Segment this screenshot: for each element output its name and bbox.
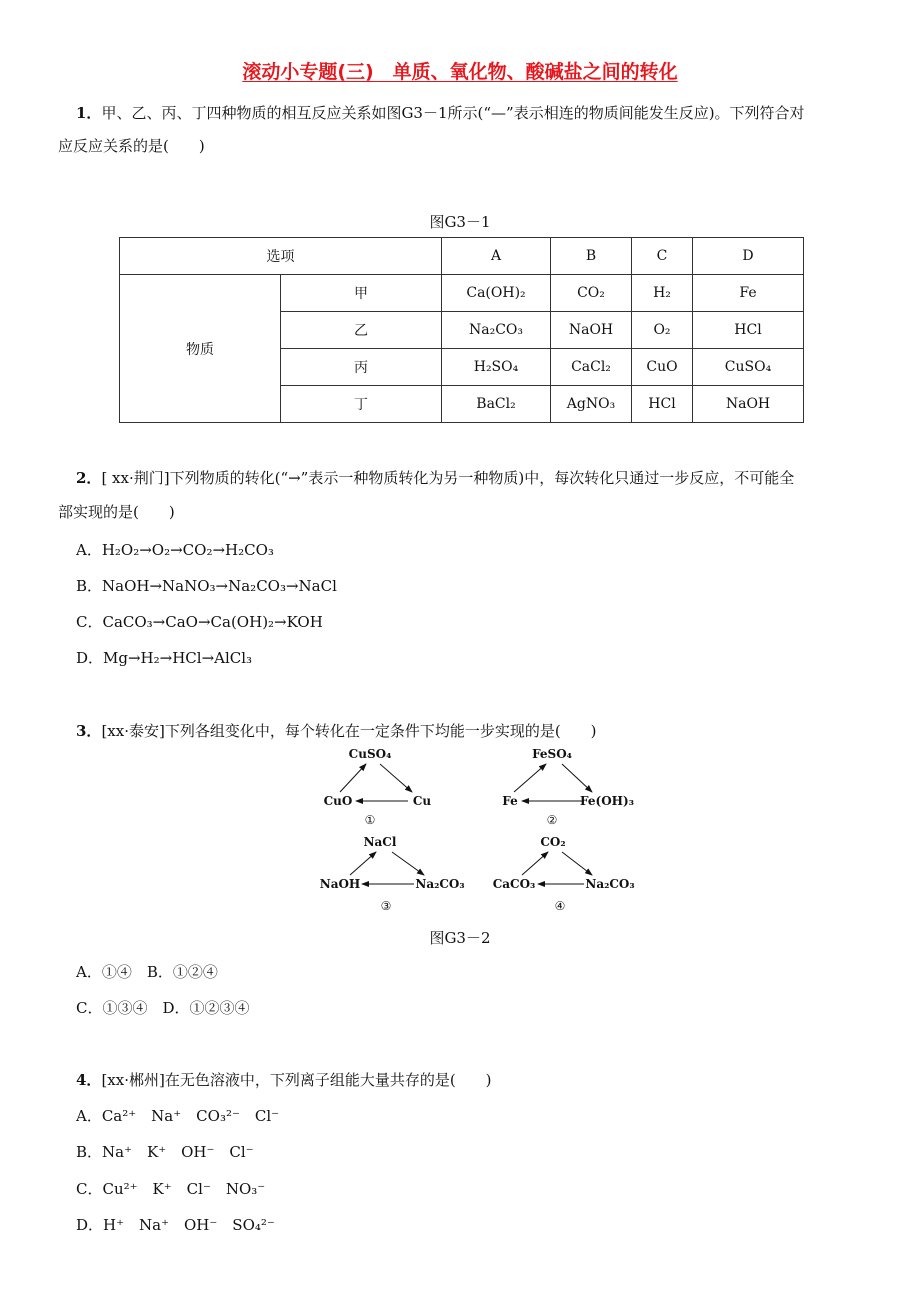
table-row-label: 甲	[281, 275, 442, 312]
diagram2-right: Fe(OH)₃	[580, 794, 634, 808]
q3-transformation-diagrams	[300, 742, 660, 920]
q2-option-b: B．NaOH→NaNO₃→Na₂CO₃→NaCl	[76, 577, 337, 595]
q2-option-c: C．CaCO₃→CaO→Ca(OH)₂→KOH	[76, 613, 323, 631]
q1-text: 甲、乙、丙、丁四种物质的相互反应关系如图G3－1所示(“—”表示相连的物质间能发生反应)。下列符合对	[101, 104, 805, 122]
diagram1-mark: ①	[364, 813, 376, 827]
table-header-c: C	[632, 238, 693, 275]
table-cell: Fe	[693, 275, 804, 312]
table-header-option: 选项	[120, 238, 442, 275]
diagram4-arrow-top-right	[562, 852, 592, 875]
q4-option-d: D．H⁺ Na⁺ OH⁻ SO₄²⁻	[76, 1216, 275, 1234]
diagram4-arrow-left-top	[522, 852, 548, 875]
diagram2-top: FeSO₄	[532, 747, 572, 761]
table-cell: Ca(OH)₂	[442, 275, 551, 312]
q2-number: 2．	[76, 469, 102, 487]
diagram1-top: CuSO₄	[348, 747, 392, 761]
q2-text: [ xx·荆门]下列物质的转化(“→”表示一种物质转化为另一种物质)中，每次转化只通过一步反应，不可能全	[101, 469, 795, 487]
q4-line1	[76, 1070, 492, 1090]
q2-line2: 部实现的是( )	[58, 503, 175, 521]
table-cell: CuO	[632, 349, 693, 386]
diagram3-arrow-top-right	[392, 852, 424, 875]
q1-line2: 应反应关系的是( )	[58, 137, 205, 155]
table-header-b: B	[551, 238, 632, 275]
q1-line1	[76, 103, 805, 123]
page-title: 滚动小专题(三) 单质、氧化物、酸碱盐之间的转化	[242, 61, 678, 83]
q2-option-d: D．Mg→H₂→HCl→AlCl₃	[76, 649, 253, 667]
table-cell: NaOH	[551, 312, 632, 349]
table-cell: CaCl₂	[551, 349, 632, 386]
q1-options-table	[119, 237, 804, 423]
q4-option-c: C．Cu²⁺ K⁺ Cl⁻ NO₃⁻	[76, 1180, 266, 1198]
diagram4-mark: ④	[554, 899, 566, 913]
table-row-label: 乙	[281, 312, 442, 349]
q4-option-a: A．Ca²⁺ Na⁺ CO₃²⁻ Cl⁻	[76, 1107, 280, 1125]
diagram1-right: Cu	[412, 794, 432, 808]
q3-options-line2: C．①③④ D．①②③④	[76, 999, 250, 1017]
q3-text: [xx·泰安]下列各组变化中，每个转化在一定条件下均能一步实现的是( )	[101, 722, 597, 740]
table-cell: CO₂	[551, 275, 632, 312]
table-cell: Na₂CO₃	[442, 312, 551, 349]
diagram3-top: NaCl	[363, 835, 397, 849]
diagram3-left: NaOH	[319, 877, 361, 891]
q2-option-a: A．H₂O₂→O₂→CO₂→H₂CO₃	[76, 541, 274, 559]
diagram2-arrow-left-top	[514, 764, 546, 792]
table-row-group-label: 物质	[120, 275, 281, 423]
diagram2-left: Fe	[502, 794, 518, 808]
table-header-d: D	[693, 238, 804, 275]
q4-number: 4．	[76, 1071, 102, 1089]
q1-number: 1．	[76, 104, 102, 122]
q4-option-b: B．Na⁺ K⁺ OH⁻ Cl⁻	[76, 1143, 254, 1161]
q3-number: 3．	[76, 722, 102, 740]
diagram4-top: CO₂	[540, 835, 566, 849]
table-cell: O₂	[632, 312, 693, 349]
table-cell: CuSO₄	[693, 349, 804, 386]
table-header-a: A	[442, 238, 551, 275]
q2-line1	[76, 468, 794, 488]
table-cell: BaCl₂	[442, 386, 551, 423]
q4-text: [xx·郴州]在无色溶液中，下列离子组能大量共存的是( )	[101, 1071, 492, 1089]
q3-line1	[76, 721, 597, 741]
q1-figure-caption: 图G3－1	[429, 213, 491, 231]
diagram3-right: Na₂CO₃	[415, 877, 465, 891]
table-cell: NaOH	[693, 386, 804, 423]
table-row-label: 丁	[281, 386, 442, 423]
q3-options-line1: A．①④ B．①②④	[76, 963, 218, 981]
diagram3-mark: ③	[380, 899, 392, 913]
diagram2-arrow-top-right	[562, 764, 592, 792]
table-row-label: 丙	[281, 349, 442, 386]
diagram1-arrow-left-top	[340, 764, 366, 792]
diagram4-right: Na₂CO₃	[585, 877, 635, 891]
diagram1-left: CuO	[323, 794, 353, 808]
table-cell: AgNO₃	[551, 386, 632, 423]
diagram3-arrow-left-top	[350, 852, 376, 875]
diagram4-left: CaCO₃	[492, 877, 536, 891]
table-cell: HCl	[693, 312, 804, 349]
diagram1-arrow-top-right	[380, 764, 412, 792]
diagram2-mark: ②	[546, 813, 558, 827]
table-cell: H₂	[632, 275, 693, 312]
table-cell: HCl	[632, 386, 693, 423]
q3-figure-caption: 图G3－2	[429, 929, 491, 947]
table-cell: H₂SO₄	[442, 349, 551, 386]
